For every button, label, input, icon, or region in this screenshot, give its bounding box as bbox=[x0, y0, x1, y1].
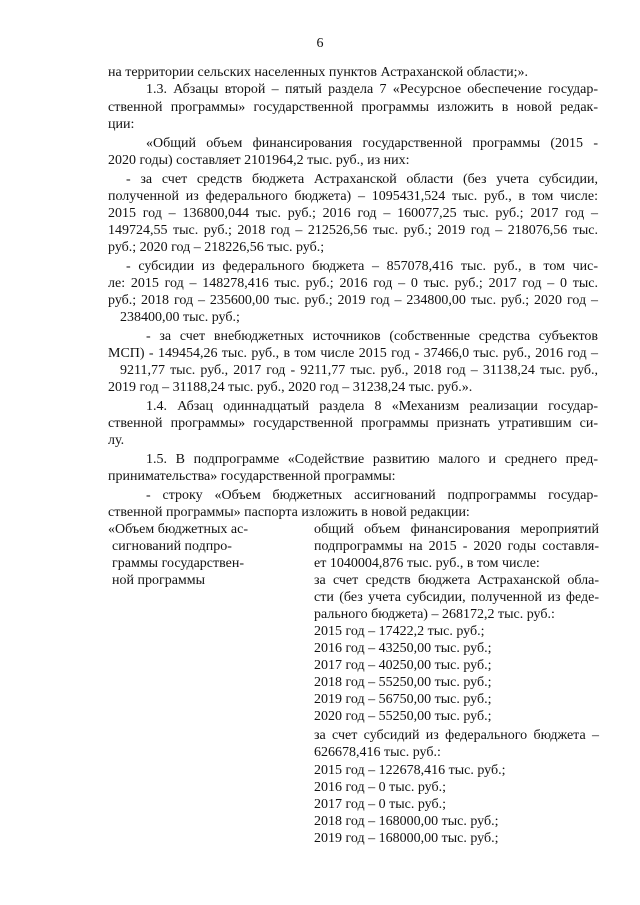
table-right-line: 2017 год – 0 тыс. руб.; bbox=[314, 797, 446, 812]
text-line: ле: 2015 год – 148278,416 тыс. руб.; 2016 год – 0 тыс. руб.; 2017 год – 0 тыс. bbox=[108, 276, 598, 291]
text-line: 2015 год – 136800,044 тыс. руб.; 2016 год – 160077,25 тыс. руб.; 2017 год – bbox=[108, 206, 598, 221]
text-line: полученной из федерального бюджета) – 1095431,524 тыс. руб., в том числе: bbox=[108, 189, 598, 204]
table-right-line: 2017 год – 40250,00 тыс. руб.; bbox=[314, 658, 492, 673]
page-number: 6 bbox=[316, 36, 324, 51]
text-line: 1.4. Абзац одиннадцатый раздела 8 «Механизм реализации государ- bbox=[146, 399, 598, 414]
table-right-line: 2018 год – 55250,00 тыс. руб.; bbox=[314, 675, 492, 690]
text-line: 1.5. В подпрограмме «Содействие развитию малого и среднего пред- bbox=[146, 452, 598, 467]
text-line: ции: bbox=[108, 117, 135, 132]
text-line: - за счет внебюджетных источников (собственные средства субъектов bbox=[146, 329, 598, 344]
table-right-line: за счет субсидий из федерального бюджета – bbox=[314, 728, 599, 743]
table-right-line: сти (без учета субсидии, полученной из феде- bbox=[314, 590, 599, 605]
table-right-line: 626678,416 тыс. руб.: bbox=[314, 745, 441, 760]
table-right-line: 2015 год – 17422,2 тыс. руб.; bbox=[314, 624, 485, 639]
table-right-line: 2019 год – 56750,00 тыс. руб.; bbox=[314, 692, 492, 707]
text-line: 149724,55 тыс. руб.; 2018 год – 212526,56 тыс. руб.; 2019 год – 218076,56 тыс. bbox=[108, 223, 598, 238]
table-left-line: сигнований подпро- bbox=[112, 539, 232, 554]
table-right-line: 2016 год – 43250,00 тыс. руб.; bbox=[314, 641, 492, 656]
text-line: ственной программы» паспорта изложить в новой редакции: bbox=[108, 505, 470, 520]
text-line: - строку «Объем бюджетных ассигнований подпрограммы государ- bbox=[146, 488, 598, 503]
text-line: ственной программы» государственной программы признать утратившим си- bbox=[108, 416, 598, 431]
table-right-line: 2020 год – 55250,00 тыс. руб.; bbox=[314, 709, 492, 724]
text-line: ственной программы» государственной программы изложить в новой редак- bbox=[108, 100, 598, 115]
table-right-line: 2016 год – 0 тыс. руб.; bbox=[314, 780, 446, 795]
text-line: МСП) - 149454,26 тыс. руб., в том числе 2015 год - 37466,0 тыс. руб., 2016 год – bbox=[108, 346, 598, 361]
text-line: 2019 год – 31188,24 тыс. руб., 2020 год – 31238,24 тыс. руб.». bbox=[108, 380, 473, 395]
table-left-line: «Объем бюджетных ас- bbox=[108, 522, 248, 537]
table-right-line: ет 1040004,876 тыс. руб., в том числе: bbox=[314, 556, 540, 571]
text-line: - за счет средств бюджета Астраханской области (без учета субсидии, bbox=[126, 172, 598, 187]
table-left-line: ной программы bbox=[112, 573, 206, 588]
table-right-line: 2018 год – 168000,00 тыс. руб.; bbox=[314, 814, 499, 829]
table-right-line: за счет средств бюджета Астраханской обла- bbox=[314, 573, 599, 588]
text-line: принимательства» государственной программы: bbox=[108, 469, 396, 484]
text-line: 1.3. Абзацы второй – пятый раздела 7 «Ресурсное обеспечение государ- bbox=[146, 82, 598, 97]
table-left-line: граммы государствен- bbox=[112, 556, 245, 571]
text-line: - субсидии из федерального бюджета – 857078,416 тыс. руб., в том чис- bbox=[126, 259, 598, 274]
table-right-line: 2015 год – 122678,416 тыс. руб.; bbox=[314, 763, 506, 778]
table-right-line: общий объем финансирования мероприятий bbox=[314, 522, 599, 537]
text-line: 2020 годы) составляет 2101964,2 тыс. руб., из них: bbox=[108, 153, 410, 168]
text-line: руб.; 2020 год – 218226,56 тыс. руб.; bbox=[108, 240, 325, 255]
text-line: «Общий объем финансирования государственной программы (2015 - bbox=[146, 136, 598, 151]
text-line: руб.; 2018 год – 235600,00 тыс. руб.; 2019 год – 234800,00 тыс. руб.; 2020 год – bbox=[108, 293, 598, 308]
text-line: на территории сельских населенных пунктов Астраханской области;». bbox=[108, 65, 528, 80]
text-line: лу. bbox=[108, 433, 125, 448]
table-right-line: подпрограммы на 2015 - 2020 годы составля- bbox=[314, 539, 599, 554]
table-right-line: рального бюджета) – 268172,2 тыс. руб.: bbox=[314, 607, 555, 622]
text-line: 9211,77 тыс. руб., 2017 год - 9211,77 тыс. руб., 2018 год – 31138,24 тыс. руб., bbox=[120, 363, 598, 378]
text-line: 238400,00 тыс. руб.; bbox=[120, 310, 240, 325]
table-right-line: 2019 год – 168000,00 тыс. руб.; bbox=[314, 831, 499, 846]
